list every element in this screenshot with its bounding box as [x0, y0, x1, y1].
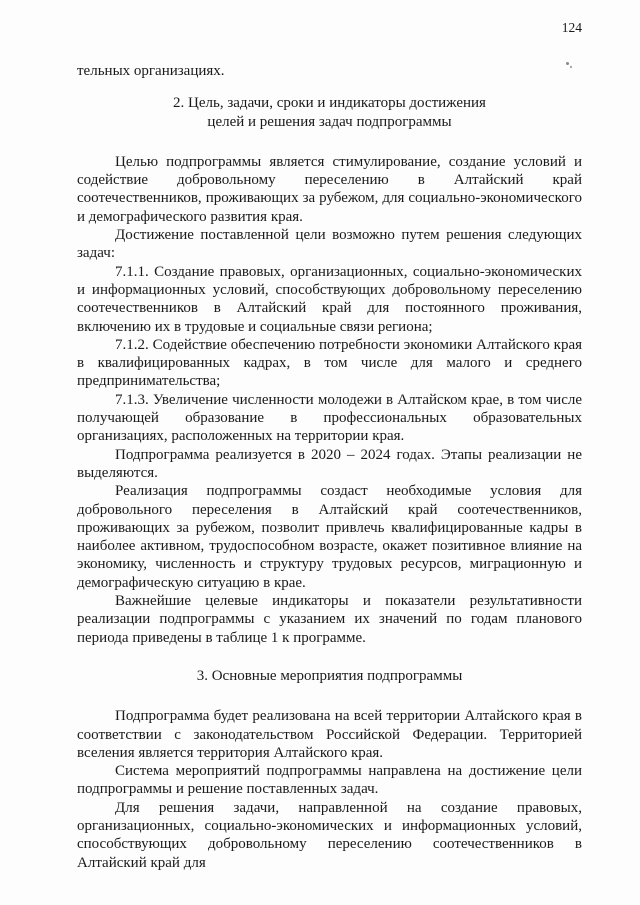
paragraph: Достижение поставленной цели возможно путем решения следующих задач:	[77, 227, 582, 262]
paragraph: Целью подпрограммы является стимулирование, создание условий и содействие добровольному переселению в Алтайский край соотечественников, проживающих за рубежом, для социально-экономического и демографического развития края.	[77, 153, 582, 225]
section-3-title: 3. Основные мероприятия подпрограммы	[196, 667, 463, 684]
list-item-7-1-2: 7.1.2. Содействие обеспечению потребности экономики Алтайского края в квалифицированных кадрах, в том числе для малого и среднего предпринимательства;	[77, 336, 582, 390]
top-fragment: тельных организациях.	[77, 63, 225, 79]
paragraph: Подпрограмма реализуется в 2020 – 2024 годах. Этапы реализации не выделяются.	[77, 446, 582, 481]
paragraph: Важнейшие целевые индикаторы и показатели результативности реализации подпрограммы с указанием их значений по годам планового периода приведены в таблице 1 к программе.	[77, 593, 582, 646]
document-body	[77, 62, 582, 872]
section-2-title-line1: 2. Цель, задачи, сроки и индикаторы достижения	[173, 95, 486, 112]
section-2-title-line2: целей и решения задач подпрограммы	[207, 113, 452, 130]
list-item-7-1-3: 7.1.3. Увеличение численности молодежи в Алтайском крае, в том числе получающей образование в профессиональных образовательных организациях, расположенных на территории края.	[77, 391, 582, 445]
list-item-7-1-1: 7.1.1. Создание правовых, организационных, социально-экономических и информационных условий, способствующих добровольному переселению соотечественников в Алтайский край для постоянного проживания, включению их в трудовые и социальные связи региона;	[77, 263, 582, 335]
page-number: 124	[561, 20, 582, 35]
paragraph: Реализация подпрограммы создаст необходимые условия для добровольного переселения в Алтайский край соотечественников, проживающих за рубежом, позволит привлечь квалифицированные кадры в наиболее активном, трудоспособном возрасте, окажет позитивное влияние на экономику, численность и структуру трудовых ресурсов, миграционную и демографическую ситуацию в крае.	[77, 483, 582, 591]
paragraph: Для решения задачи, направленной на создание правовых, организационных, социально-экономических и информационных условий, способствующих добровольному переселению соотечественников в Алтайский край для	[77, 799, 582, 871]
paragraph: Подпрограмма будет реализована на всей территории Алтайского края в соответствии с законодательством Российской Федерации. Территорией вселения является территория Алтайского края.	[77, 708, 582, 761]
paragraph: Система мероприятий подпрограммы направлена на достижение цели подпрограммы и решение поставленных задач.	[77, 763, 582, 798]
